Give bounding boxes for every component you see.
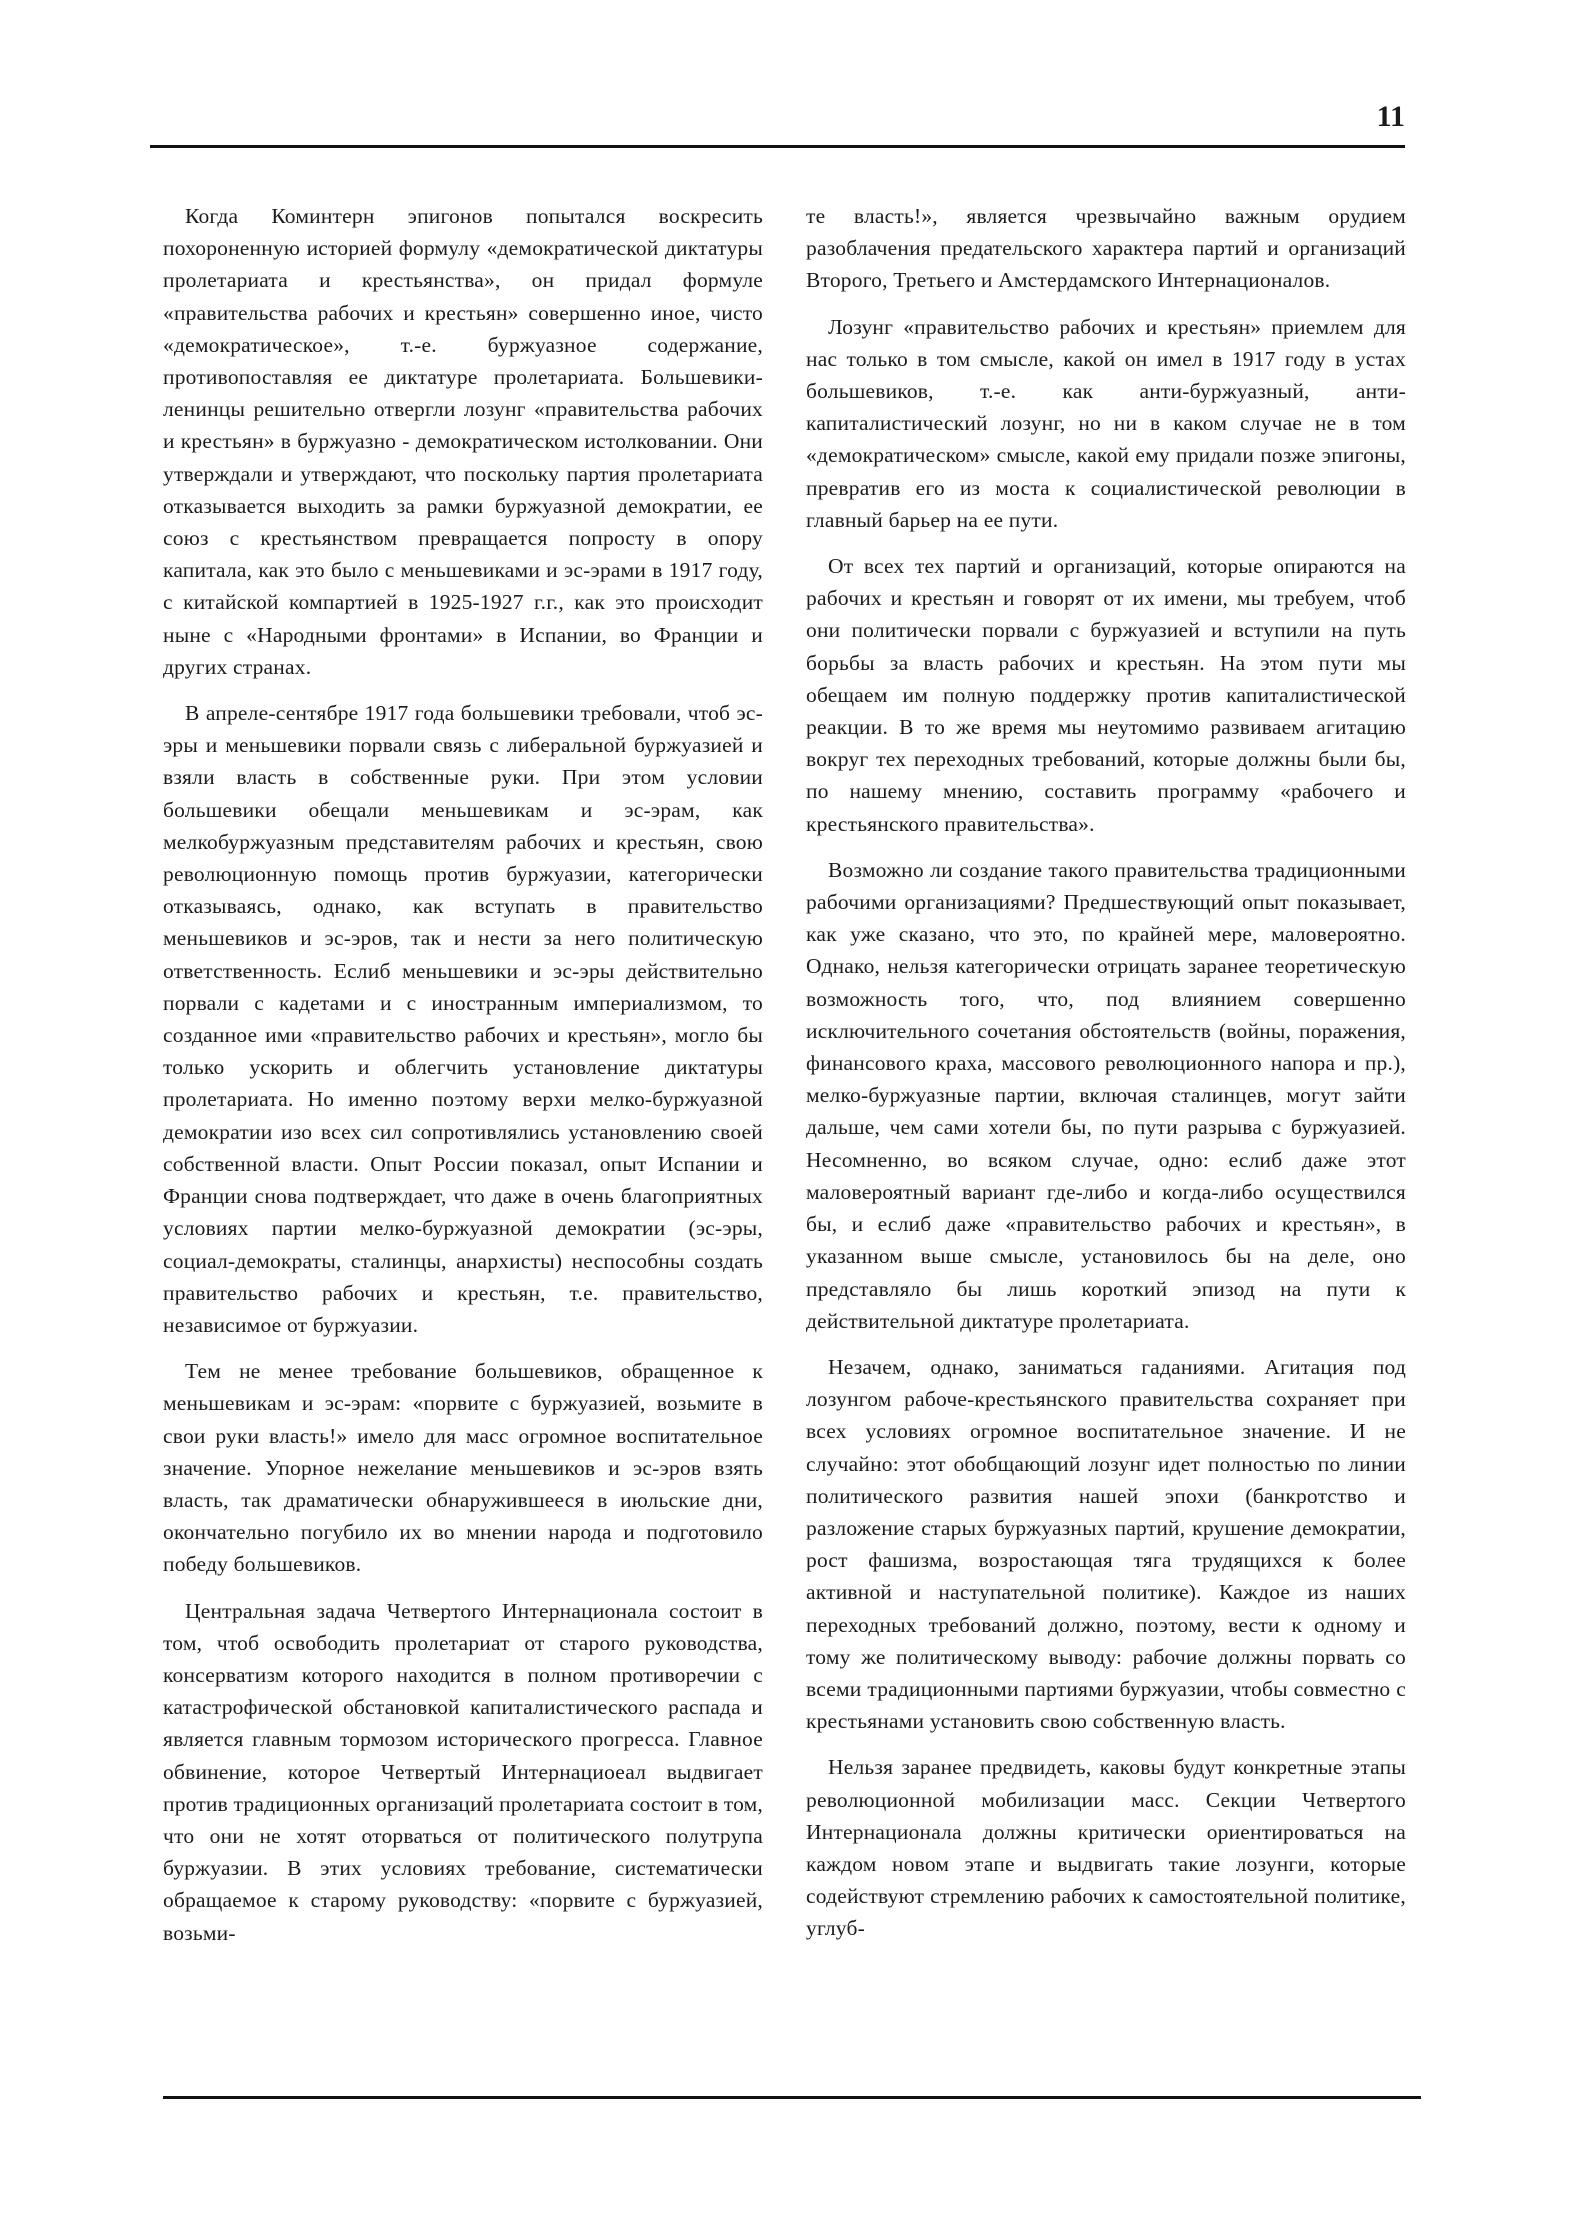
paragraph: Лозунг «правительство рабочих и крестьян» приемлем для нас только в том смысле, какой он имел в 1917 году в устах большевиков, т.-е. как анти-буржуазный, анти-капиталистический лозунг, но ни в каком случае не в том «демократическом» смысле, какой ему придали позже эпигоны, превратив его из моста к социалистической революции в главный барьер на ее пути. (806, 314, 1406, 532)
paragraph: Центральная задача Четвертого Интернационала состоит в том, чтоб освободить пролетариат от старого руководства, консерватизм которого находится в полном противоречии с катастрофической обстановкой капиталистического распада и является главным тормозом исторического прогресса. Главное обвинение, которое Четвертый Интернациоеал выдвигает против традиционных организаций пролетариата состоит в том, что они не хотят оторваться от политического полутрупа буржуазии. В этих условиях требование, систематически обращаемое к старому руководству: «порвите с буржуазией, возьми- (163, 1598, 763, 1945)
paragraph: Возможно ли создание такого правительства традиционными рабочими организациями? Предшествующий опыт показывает, как уже сказано, что это, по крайней мере, маловероятно. Однако, нельзя категорически отрицать заранее теоретическую возможность того, что, под влиянием совершенно исключительного сочетания обстоятельств (войны, поражения, финансового краха, массового революционного напора и пр.), мелко-буржуазные партии, включая сталинцев, могут зайти дальше, чем сами хотели бы, по пути разрыва с буржуазией. Несомненно, во всяком случае, одно: еслиб даже этот маловероятный вариант где-либо и когда-либо осуществился бы, и еслиб даже «правительство рабочих и крестьян», в указанном выше смысле, установилось бы на деле, оно представляло бы лишь короткий эпизод на пути к действительной диктатуре пролетариата. (806, 857, 1406, 1333)
footer-rule (163, 2096, 1421, 2099)
paragraph: Нельзя заранее предвидеть, каковы будут конкретные этапы революционной мобилизации масс. Секции Четвертого Интернационала должны критически ориентироваться на каждом новом этапе и выдвигать такие лозунги, которые содействуют стремлению рабочих к самостоятельной политике, углуб- (806, 1755, 1406, 1941)
header-rule (150, 145, 1405, 148)
paragraph-continued: те власть!», является чрезвычайно важным орудием разоблачения предательского характера партий и организаций Второго, Третьего и Амстердамского Интернационалов. (806, 204, 1406, 293)
paragraph: От всех тех партий и организаций, которые опираются на рабочих и крестьян и говорят от их имени, мы требуем, чтоб они политически порвали с буржуазией и вступили на путь борьбы за власть рабочих и крестьян. На этом пути мы обещаем им полную поддержку против капиталистической реакции. В то же время мы неутомимо развиваем агитацию вокруг тех переходных требований, которые должны были бы, по нашему мнению, составить программу «рабочего и крестьянского правительства». (806, 554, 1406, 836)
paragraph: Тем не менее требование большевиков, обращенное к меньшевикам и эс-эрам: «порвите с буржуазией, возьмите в свои руки власть!» имело для масс огромное воспитательное значение. Упорное нежелание меньшевиков и эс-эров взять власть, так драматически обнаружившееся в июльские дни, окончательно погубило их во мнении народа и подготовило победу большевиков. (163, 1359, 763, 1577)
right-column (806, 200, 1406, 1959)
left-column (163, 200, 763, 1963)
paragraph: Когда Коминтерн эпигонов попытался воскресить похороненную историей формулу «демократической диктатуры пролетариата и крестьянства», он придал формуле «правительства рабочих и крестьян» совершенно иное, чисто «демократическое», т.-е. буржуазное содержание, противопоставляя ее диктатуре пролетариата. Большевики-ленинцы решительно отвергли лозунг «правительства рабочих и крестьян» в буржуазно - демократическом истолковании. Они утверждали и утверждают, что поскольку партия пролетариата отказывается выходить за рамки буржуазной демократии, ее союз с крестьянством превращается попросту в опору капитала, как это было с меньшевиками и эс-эрами в 1917 году, с китайской компартией в 1925-1927 г.г., как это происходит ныне с «Народными фронтами» в Испании, во Франции и других странах. (163, 204, 763, 679)
page-number: 11 (1376, 100, 1405, 133)
paragraph: В апреле-сентябре 1917 года большевики требовали, чтоб эс-эры и меньшевики порвали связь с либеральной буржуазией и взяли власть в собственные руки. При этом условии большевики обещали меньшевикам и эс-эрам, как мелкобуржуазным представителям рабочих и крестьян, свою революционную помощь против буржуазии, категорически отказываясь, однако, как вступать в правительство меньшевиков и эс-эров, так и нести за него политическую ответственность. Еслиб меньшевики и эс-эры действительно порвали с кадетами и с иностранным империализмом, то созданное ими «правительство рабочих и крестьян», могло бы только ускорить и облегчить установление диктатуры пролетариата. Но именно поэтому верхи мелко-буржуазной демократии изо всех сил сопротивлялись установлению своей собственной власти. Опыт России показал, опыт Испании и Франции снова подтверждает, что даже в очень благоприятных условиях партии мелко-буржуазной демократии (эс-эры, социал-демократы, сталинцы, анархисты) неспособны создать правительство рабочих и крестьян, т.е. правительство, независимое от буржуазии. (163, 701, 763, 1337)
paragraph: Незачем, однако, заниматься гаданиями. Агитация под лозунгом рабоче-крестьянского правительства сохраняет при всех условиях огромное воспитательное значение. И не случайно: этот обобщающий лозунг идет полностью по линии политического развития нашей эпохи (банкротство и разложение старых буржуазных партий, крушение демократии, рост фашизма, возростающая тяга трудящихся к более активной и наступательной политике). Каждое из наших переходных требований должно, поэтому, вести к одному и тому же политическому выводу: рабочие должны порвать со всеми традиционными партиями буржуазии, чтобы совместно с крестьянами установить свою собственную власть. (806, 1354, 1406, 1734)
